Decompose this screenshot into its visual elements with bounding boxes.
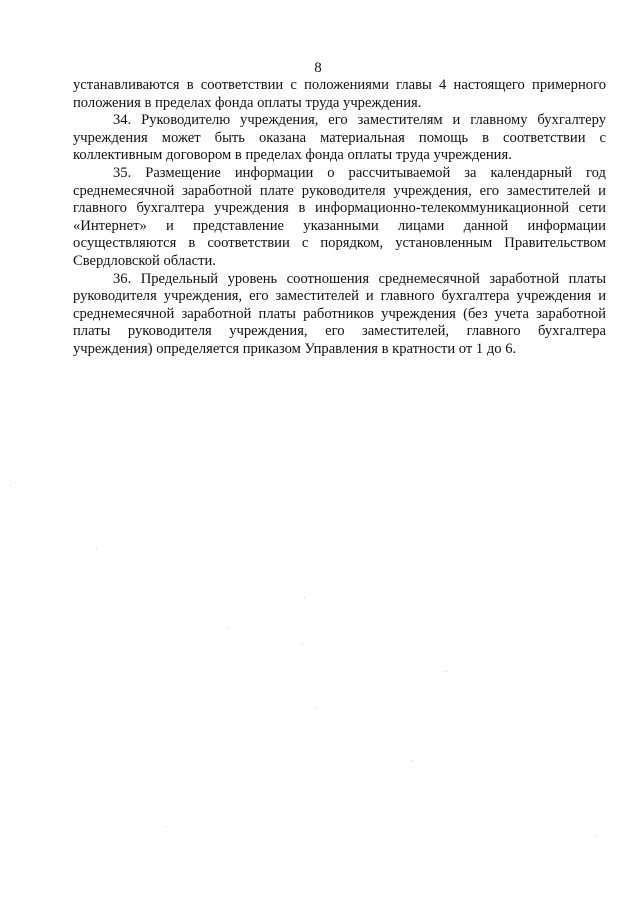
scan-speck xyxy=(166,826,167,827)
paragraph-36: 36. Предельный уровень соотношения среднемесячной заработной платы руководителя учреждения, его заместителей и главного бухгалтера учреждения и среднемесячной заработной платы работников учреждения (без учета заработной платы руководителя учреждения, его заместителей, главного бухгалтера учреждения) определяется приказом Управления в кратности от 1 до 6. xyxy=(73,270,606,357)
scan-speck xyxy=(228,627,229,628)
scan-speck xyxy=(96,548,97,549)
page-number: 8 xyxy=(314,60,322,76)
paragraph-35: 35. Размещение информации о рассчитываемой за календарный год среднемесячной заработной плате руководителя учреждения, его заместителей и главного бухгалтера учреждения в информационно-телекоммуникационной сети «Интернет» и представление указанными лицами данной информации осуществляются в соответствии с порядком, установленным Правительством Свердловской области. xyxy=(73,164,606,269)
document-body xyxy=(73,77,606,359)
paragraph-continued: устанавливаются в соответствии с положениями главы 4 настоящего примерного положения в пределах фонда оплаты труда учреждения. xyxy=(73,77,606,111)
scan-speck xyxy=(596,835,597,836)
scan-speck xyxy=(302,643,303,644)
scan-speck xyxy=(446,671,447,672)
scan-speck xyxy=(316,707,317,708)
scan-speck xyxy=(304,597,305,598)
scan-speck xyxy=(10,485,11,486)
scan-speck xyxy=(412,760,413,761)
paragraph-34: 34. Руководителю учреждения, его заместителям и главному бухгалтеру учреждения может быть оказана материальная помощь в соответствии с коллективным договором в пределах фонда оплаты труда учреждения. xyxy=(73,112,606,164)
